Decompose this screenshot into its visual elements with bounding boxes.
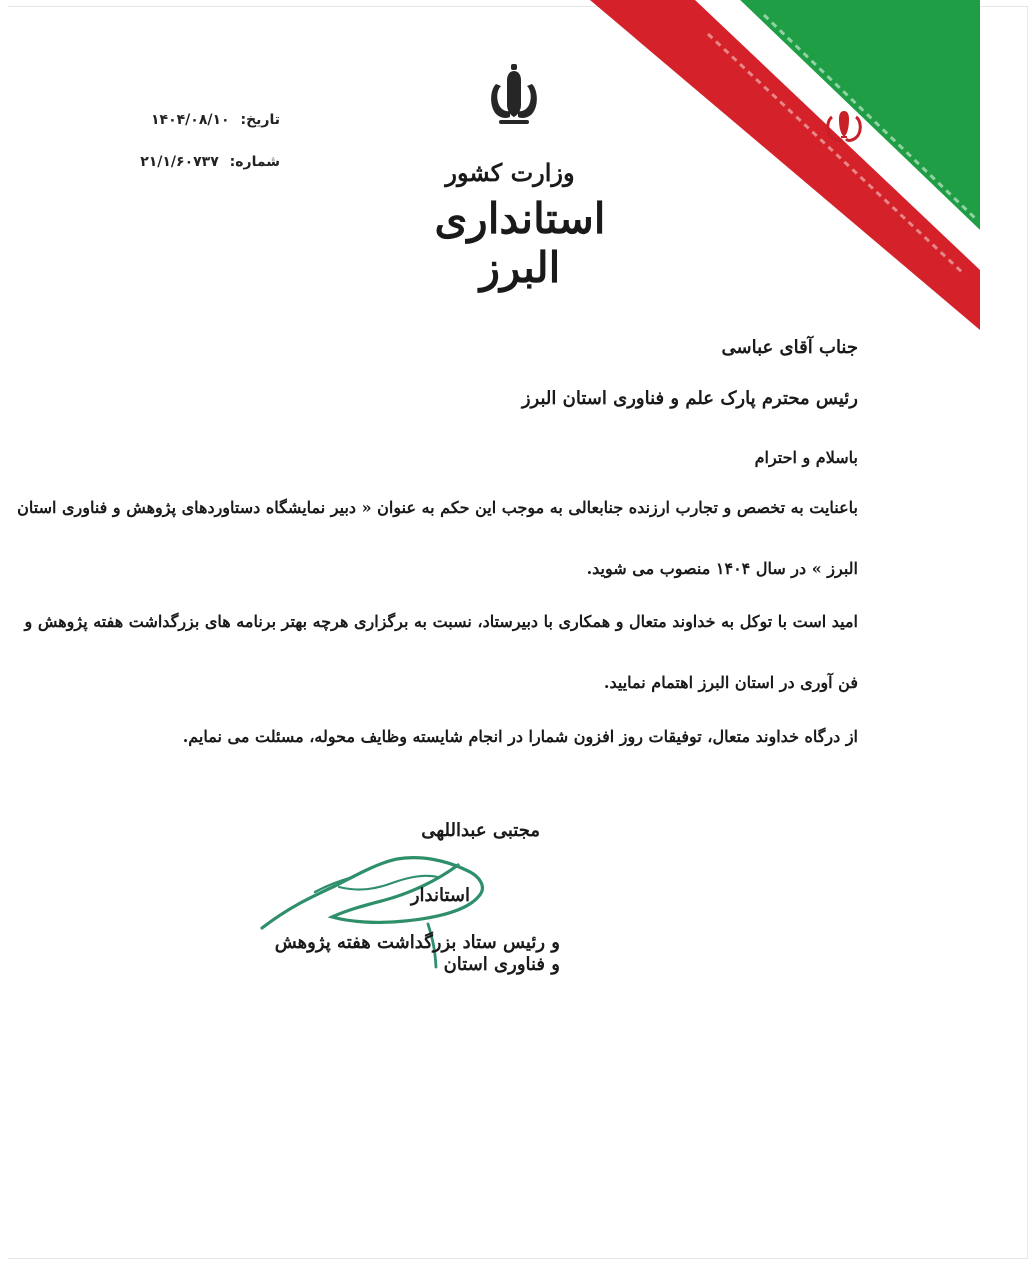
iran-emblem	[478, 62, 550, 134]
page-border-bottom	[8, 1258, 1028, 1259]
paragraph-line-4: فن آوری در استان البرز اهتمام نمایید.	[603, 673, 858, 692]
signer-title: استاندار	[410, 885, 470, 906]
signer-role: و رئیس ستاد بزرگداشت هفته پژوهش و فناوری استان	[274, 932, 560, 975]
paragraph-line-3: امید است با توکل به خداوند متعال و همکاری با دبیرستاد، نسبت به برگزاری هرچه بهتر برنامه های بزرگداشت هفته پژوهش و	[24, 612, 858, 631]
governorate-title: استانداری البرز	[434, 194, 606, 292]
paragraph-line-1: باعنایت به تخصص و تجارب ارزنده جنابعالی به موجب این حکم به عنوان « دبیر نمایشگاه دستاوردهای پژوهش و فناوری استان	[17, 498, 858, 517]
page-border-right	[1027, 6, 1028, 1258]
paragraph-line-5: از درگاه خداوند متعال، توفیقات روز افزون شمارا در انجام شایسته وظایف محوله، مسئلت می نمایم.	[182, 727, 858, 746]
date-value: ۱۴۰۴/۰۸/۱۰	[151, 112, 230, 128]
number-line	[120, 154, 280, 170]
date-line	[120, 112, 280, 128]
recipient-title: رئیس محترم پارک علم و فناوری استان البرز	[521, 388, 858, 409]
signer-name: مجتبی عبداللهی	[421, 820, 540, 841]
salutation: باسلام و احترام	[754, 448, 858, 467]
paragraph-line-2: البرز » در سال ۱۴۰۴ منصوب می شوید.	[586, 559, 858, 578]
number-label: شماره:	[229, 154, 280, 170]
number-value: ۲۱/۱/۶۰۷۳۷	[140, 154, 219, 170]
ministry-title: وزارت کشور	[445, 158, 575, 187]
date-label: تاریخ:	[240, 112, 280, 128]
recipient-name: جناب آقای عباسی	[721, 337, 858, 358]
